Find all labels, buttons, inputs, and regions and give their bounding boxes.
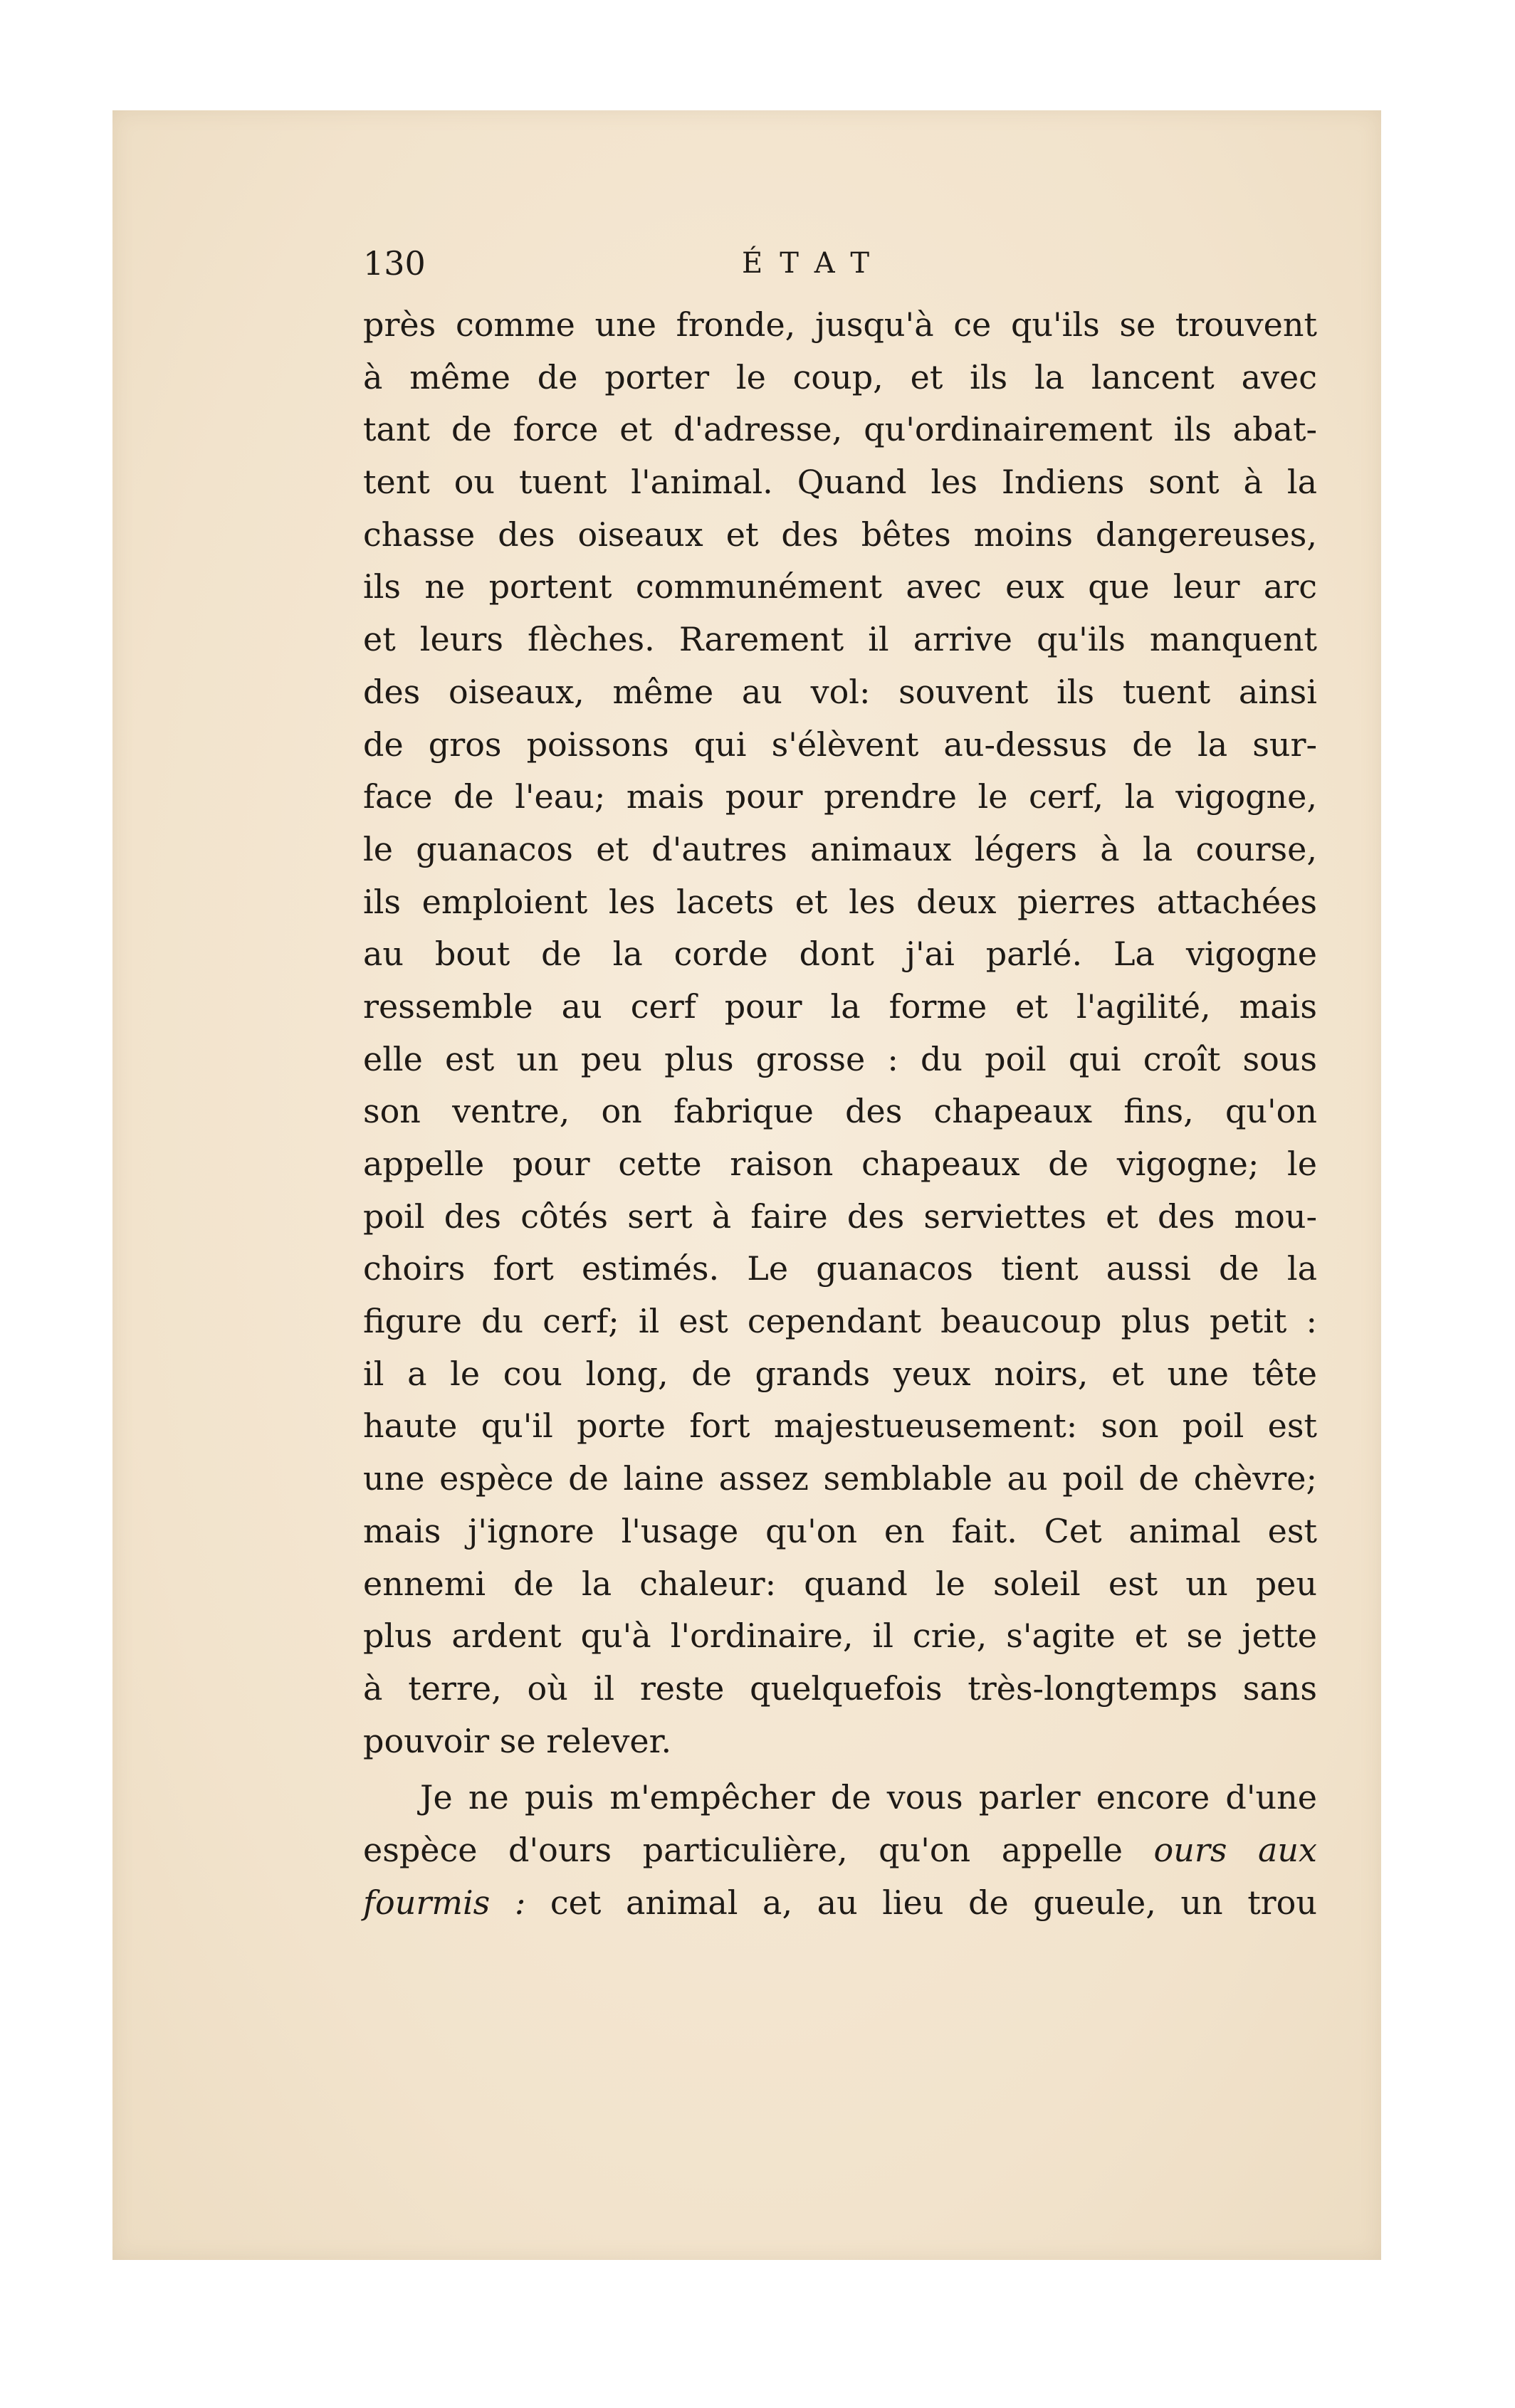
running-head: ÉTAT: [742, 247, 887, 280]
text-line: il a le cou long, de grands yeux noirs, et une tête: [363, 1354, 1317, 1393]
text-line: tent ou tuent l'animal. Quand les Indiens sont à la: [363, 463, 1317, 502]
text-line: pouvoir se relever.: [363, 1721, 672, 1760]
text-line: chasse des oiseaux et des bêtes moins dangereuses,: [363, 515, 1317, 554]
text-line: ils ne portent communément avec eux que leur arc: [363, 567, 1317, 606]
text-line: [363, 1824, 1317, 1877]
text-line: son ventre, on fabrique des chapeaux fins, qu'on: [363, 1092, 1317, 1131]
text-line: elle est un peu plus grosse : du poil qui croît sous: [363, 1039, 1317, 1078]
text-segment: espèce d'ours particulière, qu'on appelle: [363, 1830, 1154, 1869]
text-line: figure du cerf; il est cependant beaucoup plus petit :: [363, 1302, 1317, 1341]
text-line: plus ardent qu'à l'ordinaire, il crie, s'agite et se jette: [363, 1616, 1317, 1656]
italic-term: fourmis :: [363, 1883, 526, 1922]
text-line: près comme une fronde, jusqu'à ce qu'ils se trouvent: [363, 305, 1317, 344]
text-line: haute qu'il porte fort majestueusement: son poil est: [363, 1407, 1317, 1446]
text-line: de gros poissons qui s'élèvent au-dessus de la sur-: [363, 725, 1317, 764]
page-number: 130: [363, 244, 426, 283]
text-line: une espèce de laine assez semblable au poil de chèvre;: [363, 1459, 1317, 1498]
text-line: Je ne puis m'empêcher de vous parler encore d'une: [420, 1778, 1317, 1817]
text-segment: cet animal a, au lieu de gueule, un trou: [525, 1883, 1317, 1922]
text-line: poil des côtés sert à faire des serviettes et des mou-: [363, 1197, 1317, 1236]
text-line: au bout de la corde dont j'ai parlé. La vigogne: [363, 935, 1317, 974]
text-line: mais j'ignore l'usage qu'on en fait. Cet animal est: [363, 1511, 1317, 1550]
text-line: à même de porter le coup, et ils la lancent avec: [363, 357, 1317, 396]
text-line: choirs fort estimés. Le guanacos tient aussi de la: [363, 1249, 1317, 1288]
text-line: appelle pour cette raison chapeaux de vigogne; le: [363, 1145, 1317, 1183]
page-text: [363, 242, 1317, 1929]
paragraph: [363, 1772, 1317, 1929]
text-line: des oiseaux, même au vol: souvent ils tuent ainsi: [363, 672, 1317, 711]
text-line: [363, 1877, 1317, 1930]
text-line: à terre, où il reste quelquefois très-longtemps sans: [363, 1668, 1317, 1708]
text-line: ennemi de la chaleur: quand le soleil est un peu: [363, 1564, 1317, 1603]
page-header: [363, 242, 1317, 299]
text-line: tant de force et d'adresse, qu'ordinairement ils abat-: [363, 410, 1317, 449]
text-line: et leurs flèches. Rarement il arrive qu'ils manquent: [363, 620, 1317, 659]
paragraph: [363, 299, 1317, 1767]
text-line: ils emploient les lacets et les deux pierres attachées: [363, 882, 1317, 921]
text-line: le guanacos et d'autres animaux légers à la course,: [363, 829, 1317, 868]
italic-term: ours aux: [1153, 1830, 1317, 1869]
text-line: face de l'eau; mais pour prendre le cerf, la vigogne,: [363, 777, 1317, 816]
text-line: ressemble au cerf pour la forme et l'agilité, mais: [363, 987, 1317, 1026]
